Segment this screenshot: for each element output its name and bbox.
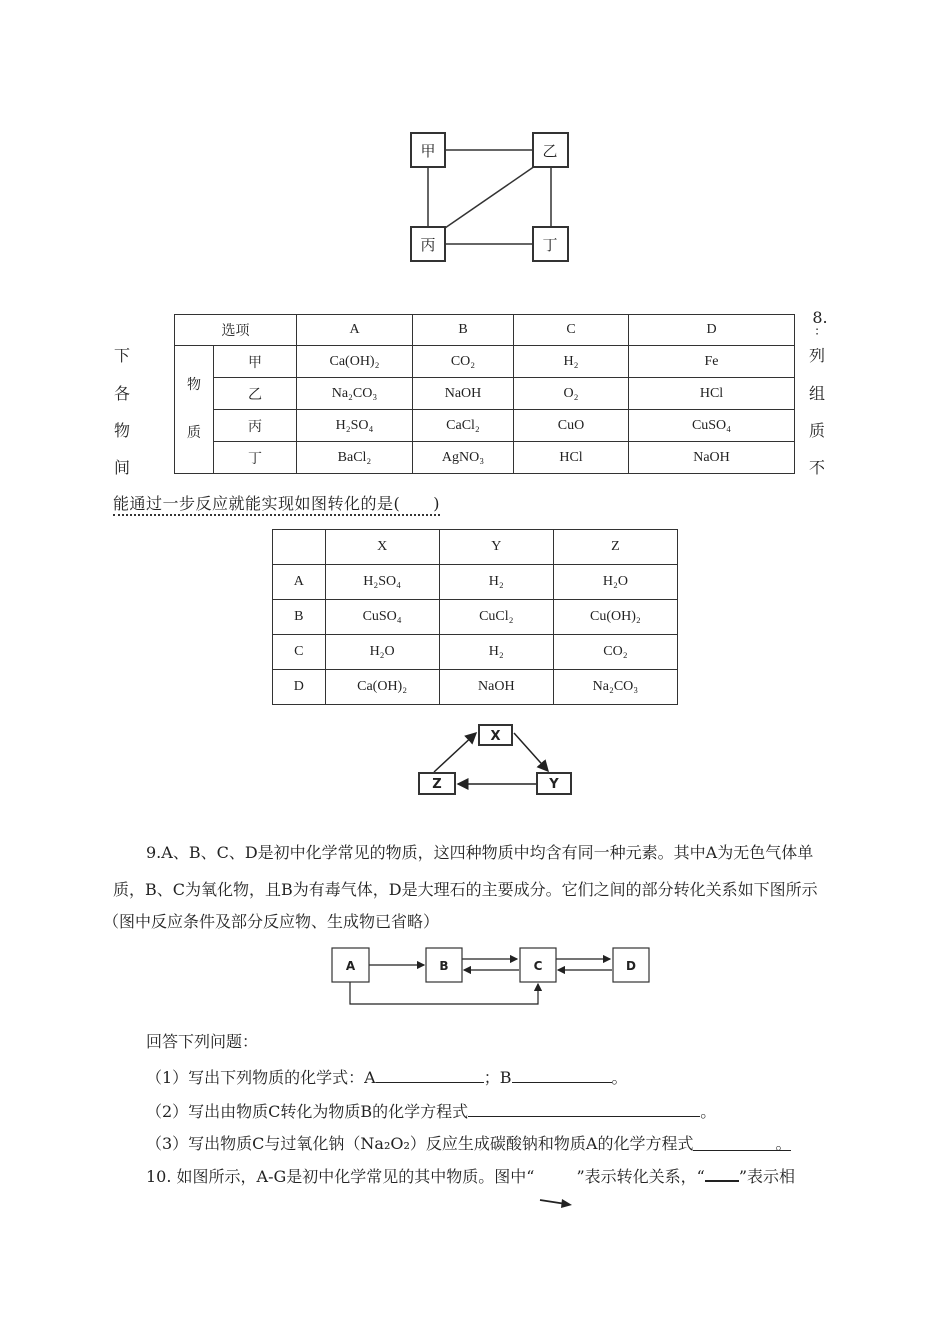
svg-text:X: X — [490, 729, 501, 744]
svg-text:甲: 甲 — [420, 142, 436, 160]
node-y — [537, 773, 571, 794]
q8-side-right-3: 不 — [808, 458, 825, 477]
table2-header-cell: Z — [553, 530, 677, 565]
q8-tail-text: 能通过一步反应就能实现如图转化的是( ) — [113, 494, 440, 516]
node-jia — [411, 133, 445, 167]
table-cell: Fe — [629, 346, 795, 378]
node-d — [613, 948, 649, 982]
q8-dots: ∶ — [815, 325, 819, 339]
table-cell: CO₂ — [553, 635, 677, 670]
table-cell: H₂SO₄ — [325, 565, 439, 600]
table-cell: H₂ — [439, 565, 553, 600]
q9-sub-question-2 — [146, 1100, 716, 1122]
sub2-text: （2）写出由物质C转化为物质B的化学方程式 — [146, 1102, 469, 1121]
q8-side-left-2: 物 — [113, 421, 130, 440]
table-cell: Ca(OH)₂ — [325, 670, 439, 705]
sub2-end: 。 — [700, 1102, 717, 1121]
answer-blank-b[interactable] — [512, 1066, 612, 1083]
answer-blank-a[interactable] — [376, 1066, 484, 1083]
line-symbol — [705, 1166, 739, 1182]
q10-line — [146, 1166, 795, 1187]
q8-side-left-3: 间 — [113, 458, 130, 477]
q8-side-left-0: 下 — [113, 346, 130, 365]
sub3-end: 。 — [775, 1134, 792, 1153]
table-cell: H₂ — [514, 346, 629, 378]
sub1-text-b: ；B — [483, 1068, 512, 1087]
node-bing — [411, 227, 445, 261]
row-label: C — [273, 635, 326, 670]
q10-text-1: 10. 如图所示，A-G是初中化学常见的其中物质。图中“ — [146, 1167, 535, 1186]
table-cell: H₂SO₄ — [297, 410, 413, 442]
row-label: 甲 — [214, 346, 297, 378]
table-cell: BaCl₂ — [297, 442, 413, 474]
table-cell: O₂ — [514, 378, 629, 410]
table2-header-cell — [273, 530, 326, 565]
q8-side-right-0: 列 — [808, 346, 825, 365]
table-row — [273, 565, 678, 600]
table-row — [273, 600, 678, 635]
table-row — [273, 670, 678, 705]
table-row — [175, 378, 795, 410]
node-b — [426, 948, 462, 982]
table-cell: Ca(OH)₂ — [297, 346, 413, 378]
q9-line-1: 9.A、B、C、D是初中化学常见的物质，这四种物质中均含有同一种元素。其中A为无色气体单 — [146, 843, 814, 862]
table1-header-cell: C — [514, 315, 629, 346]
table2-header-cell: X — [325, 530, 439, 565]
sub1-text-a: （1）写出下列物质的化学式：A — [146, 1068, 376, 1087]
group-label-0: 物 — [187, 377, 201, 393]
q9-line-3: （图中反应条件及部分反应物、生成物已省略） — [103, 912, 440, 931]
q10-text-3: ”表示相 — [738, 1167, 796, 1186]
sub3-text: （3）写出物质C与过氧化钠（Na₂O₂）反应生成碳酸钠和物质A的化学方程式 — [146, 1134, 694, 1153]
q9-line-2: 质，B、C为氧化物，且B为有毒气体，D是大理石的主要成分。它们之间的部分转化关系如下图所示 — [113, 880, 818, 899]
q10-text-2: ”表示转化关系，“ — [576, 1167, 705, 1186]
svg-text:乙: 乙 — [542, 142, 558, 160]
equation-blank-3[interactable] — [693, 1133, 775, 1149]
svg-text:A: A — [345, 959, 356, 973]
row-label: 丁 — [214, 442, 297, 474]
q8-side-right-2: 质 — [808, 421, 825, 440]
table-row — [273, 635, 678, 670]
table-row — [175, 410, 795, 442]
table-cell: H₂O — [325, 635, 439, 670]
table-cell: H₂ — [439, 635, 553, 670]
table-cell: NaOH — [413, 378, 514, 410]
table-cell: CuSO₄ — [325, 600, 439, 635]
node-c — [520, 948, 556, 982]
table2-header-row — [273, 530, 678, 565]
table-cell: HCl — [514, 442, 629, 474]
right-arrow-icon — [534, 1184, 576, 1210]
table-cell: NaOH — [629, 442, 795, 474]
table-cell: H₂O — [553, 565, 677, 600]
q8-side-left-1: 各 — [113, 384, 130, 403]
sub3-underline — [693, 1150, 775, 1151]
node-yi — [533, 133, 568, 167]
row-label: A — [273, 565, 326, 600]
table1-header-cell: A — [297, 315, 413, 346]
xyz-conversion-diagram — [410, 718, 580, 802]
table1-header-row — [175, 315, 795, 346]
svg-text:B: B — [439, 959, 449, 973]
table2-header-cell: Y — [439, 530, 553, 565]
table-cell: CO₂ — [413, 346, 514, 378]
options-table-1 — [174, 314, 795, 474]
table1-header-cell: D — [629, 315, 795, 346]
table1-header-cell: 选项 — [175, 315, 297, 346]
svg-text:C: C — [533, 959, 543, 973]
svg-text:丙: 丙 — [420, 236, 436, 254]
table-cell: HCl — [629, 378, 795, 410]
equation-blank-2[interactable] — [468, 1100, 700, 1117]
table-cell: CaCl₂ — [413, 410, 514, 442]
group-label-1: 质 — [187, 425, 201, 441]
svg-text:Y: Y — [549, 777, 559, 792]
reaction-diagram-square — [400, 124, 580, 264]
abcd-conversion-diagram — [322, 940, 662, 1010]
q8-side-right-1: 组 — [808, 384, 825, 403]
node-x — [479, 725, 512, 745]
options-table-2 — [272, 529, 678, 705]
row-label: 丙 — [214, 410, 297, 442]
table-cell: CuSO₄ — [629, 410, 795, 442]
table-cell: AgNO₃ — [413, 442, 514, 474]
q8-question-tail — [113, 494, 440, 516]
table-cell: Cu(OH)₂ — [553, 600, 677, 635]
row-label: 乙 — [214, 378, 297, 410]
table-cell: NaOH — [439, 670, 553, 705]
table-cell: Na₂CO₃ — [297, 378, 413, 410]
sub1-end: 。 — [611, 1068, 628, 1087]
table1-header-cell: B — [413, 315, 514, 346]
table-cell: CuCl₂ — [439, 600, 553, 635]
table-cell: Na₂CO₃ — [553, 670, 677, 705]
node-ding — [533, 227, 568, 261]
svg-text:Z: Z — [432, 777, 442, 792]
q8-number: 8. — [812, 308, 828, 327]
q9-answer-intro: 回答下列问题： — [146, 1032, 259, 1051]
table-cell: CuO — [514, 410, 629, 442]
svg-text:丁: 丁 — [542, 236, 558, 254]
table-row — [175, 442, 795, 474]
table-row — [175, 346, 795, 378]
row-label: D — [273, 670, 326, 705]
node-z — [419, 773, 455, 794]
row-label: B — [273, 600, 326, 635]
q9-sub-question-1 — [146, 1066, 628, 1088]
node-a — [332, 948, 369, 982]
svg-text:D: D — [626, 959, 636, 973]
group-label-cell — [175, 346, 214, 474]
